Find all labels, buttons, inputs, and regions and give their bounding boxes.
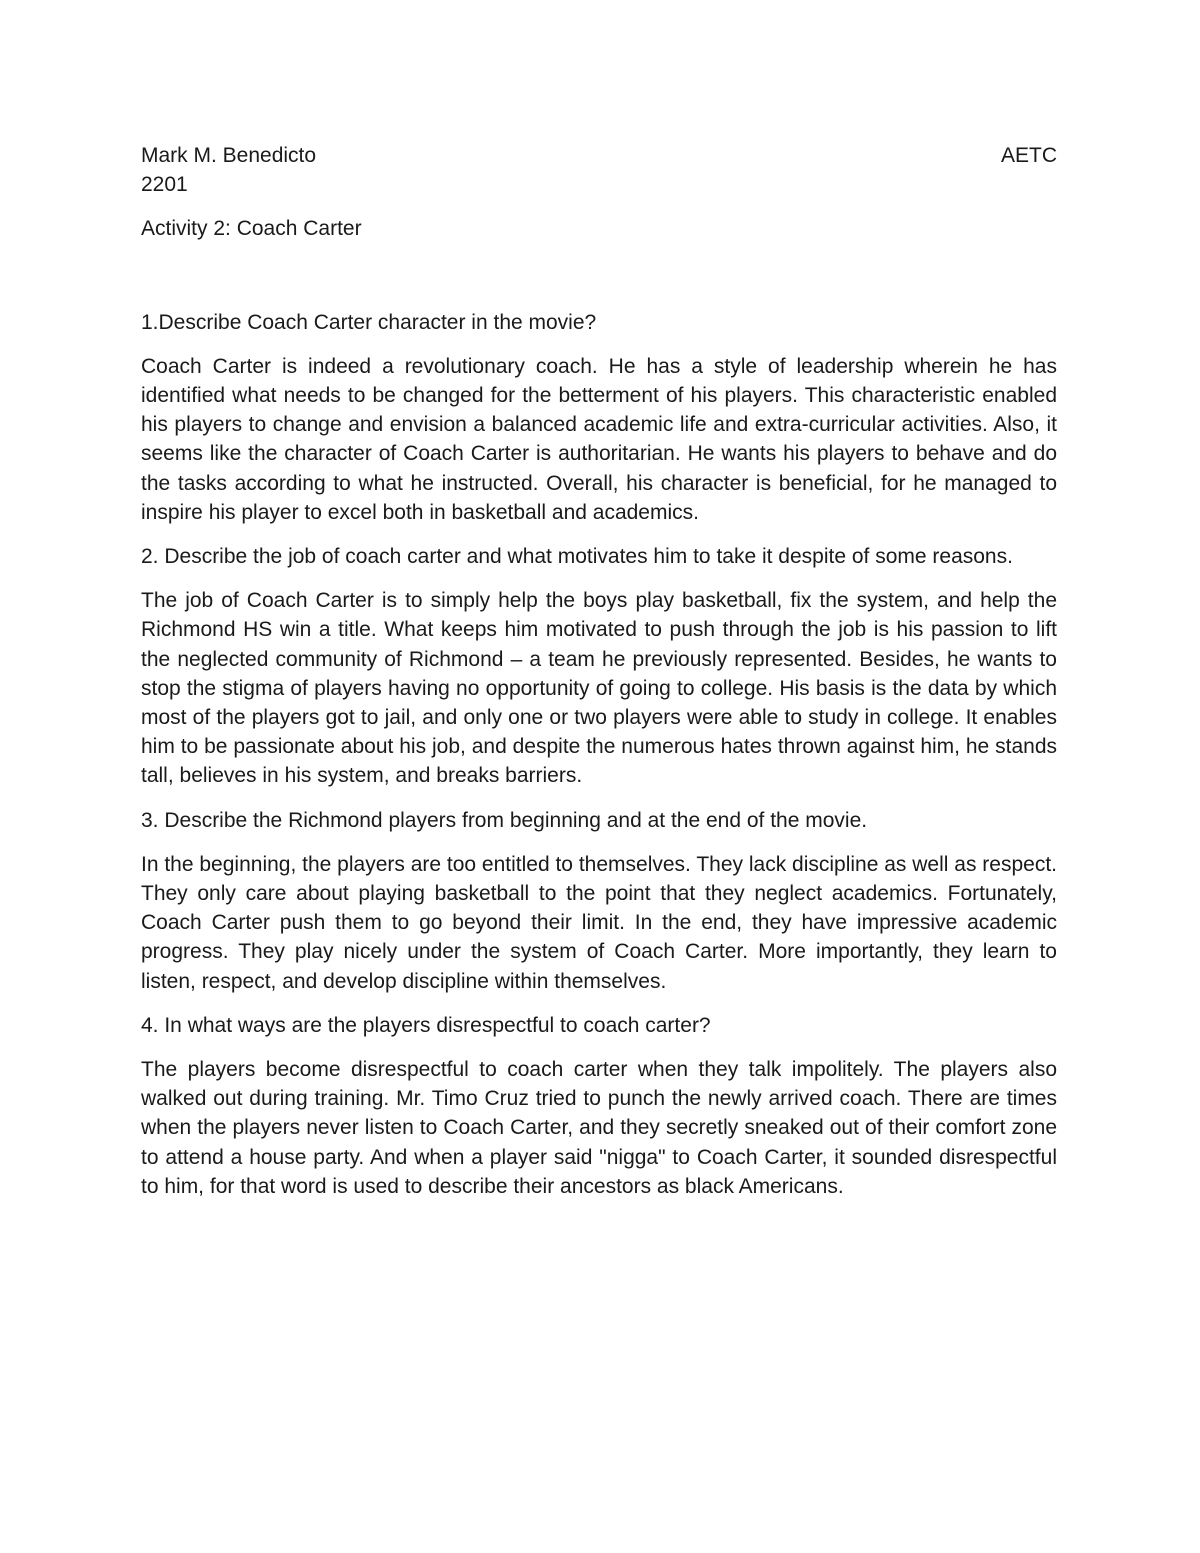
header-row: [141, 141, 1057, 170]
question-3: 3. Describe the Richmond players from beginning and at the end of the movie.: [141, 808, 868, 832]
section-number: 2201: [141, 173, 188, 197]
activity-title: Activity 2: Coach Carter: [141, 217, 362, 241]
course-code: AETC: [1000, 144, 1057, 167]
document-page: [141, 141, 1057, 1201]
question-1: 1.Describe Coach Carter character in the movie?: [141, 310, 597, 334]
question-2: 2. Describe the job of coach carter and what motivates him to take it despite of some reasons.: [141, 545, 1013, 569]
answer-4: The players become disrespectful to coach carter when they talk impolitely. The players also walked out during training. Mr. Timo Cruz tried to punch the newly arrived coach. There are times when the players never listen to Coach Carter, and they secretly sneaked out of their comfort zone to attend a house party. And when a player said "nigga" to Coach Carter, it sounded disrespectful to him, for that word is used to describe their ancestors as black Americans.: [141, 1058, 1057, 1198]
answer-1: Coach Carter is indeed a revolutionary coach. He has a style of leadership wherein he has identified what needs to be changed for the betterment of his players. This characteristic enabled his players to change and envision a balanced academic life and extra-curricular activities. Also, it seems like the character of Coach Carter is authoritarian. He wants his players to behave and do the tasks according to what he instructed. Overall, his character is beneficial, for he managed to inspire his player to excel both in basketball and academics.: [141, 354, 1057, 524]
answer-3: In the beginning, the players are too entitled to themselves. They lack discipline as well as respect. They only care about playing basketball to the point that they neglect academics. Fortunately, Coach Carter push them to go beyond their limit. In the end, they have impressive academic progress. They play nicely under the system of Coach Carter. More importantly, they learn to listen, respect, and develop discipline within themselves.: [141, 852, 1057, 993]
author-name: Mark M. Benedicto: [141, 144, 317, 167]
answer-2: The job of Coach Carter is to simply help the boys play basketball, fix the system, and help the Richmond HS win a title. What keeps him motivated to push through the job is his passion to lift the neglected community of Richmond – a team he previously represented. Besides, he wants to stop the stigma of players having no opportunity of going to college. His basis is the data by which most of the players got to jail, and only one or two players were able to study in college. It enables him to be passionate about his job, and despite the numerous hates thrown against him, he stands tall, believes in his system, and breaks barriers.: [141, 589, 1057, 788]
question-4: 4. In what ways are the players disrespectful to coach carter?: [141, 1013, 711, 1037]
